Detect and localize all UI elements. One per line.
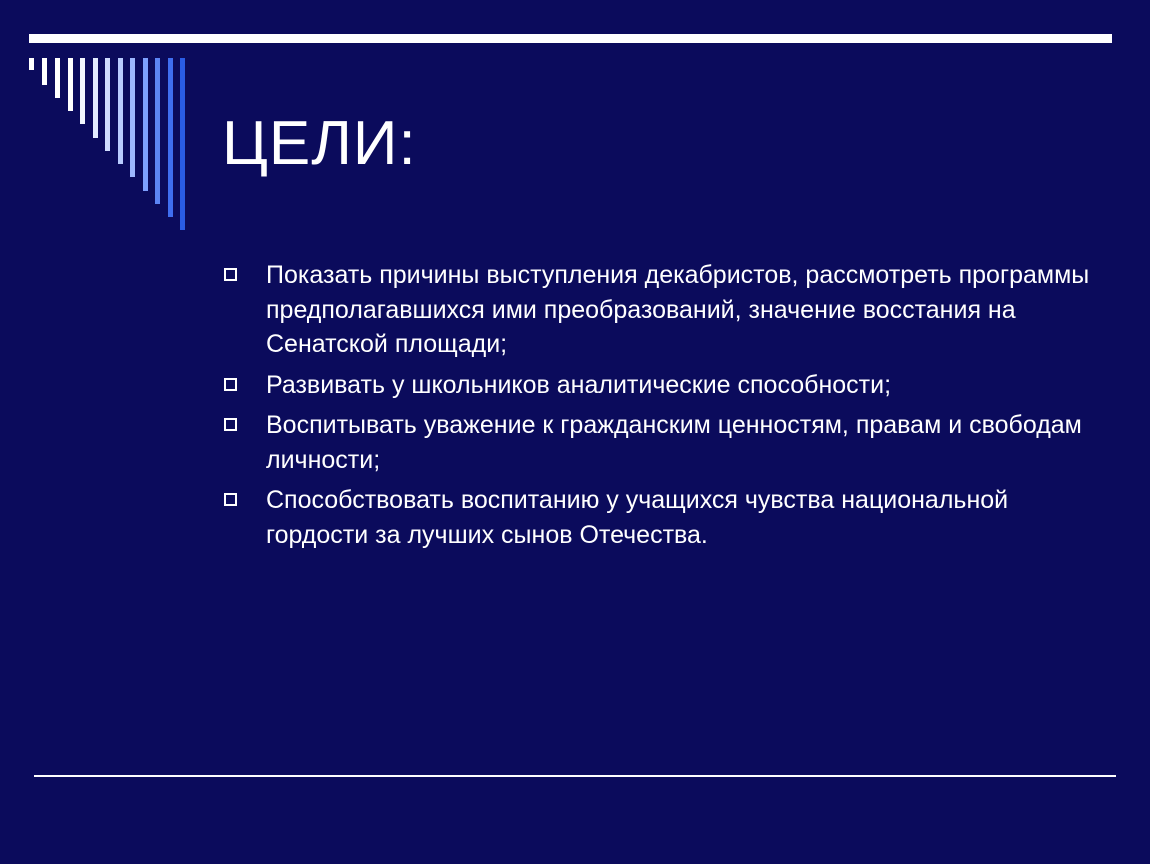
decor-stripe (155, 58, 160, 204)
bullet-text: Воспитывать уважение к гражданским ценностям, правам и свободам личности; (266, 411, 1082, 474)
decor-stripe (168, 58, 173, 217)
decor-stripe (93, 58, 98, 138)
square-bullet-icon (224, 378, 237, 391)
decor-stripe (55, 58, 60, 98)
decor-stripe (143, 58, 148, 191)
square-bullet-icon (224, 268, 237, 281)
bullet-text: Способствовать воспитанию у учащихся чувства национальной гордости за лучших сынов Отечества. (266, 486, 1009, 549)
bullet-text: Развивать у школьников аналитические способности; (266, 370, 892, 399)
decor-stripe (118, 58, 123, 164)
decor-stripe (180, 58, 185, 230)
bottom-rule (34, 775, 1116, 777)
decor-stripe (105, 58, 110, 151)
decor-stripe (80, 58, 85, 124)
square-bullet-icon (224, 418, 237, 431)
list-item (222, 408, 1102, 477)
decor-stripe (29, 58, 34, 70)
slide-title: ЦЕЛИ: (222, 109, 417, 178)
list-item (222, 483, 1102, 552)
top-rule (29, 34, 1112, 43)
bullet-text: Показать причины выступления декабристов, рассмотреть программы предполагавшихся ими преобразований, значение восстания на Сенатской площади; (266, 261, 1090, 358)
decor-stripe (130, 58, 135, 177)
square-bullet-icon (224, 493, 237, 506)
goals-list (222, 258, 1102, 558)
list-item (222, 368, 1102, 403)
decor-stripe (68, 58, 73, 111)
decor-stripe (42, 58, 47, 85)
list-item (222, 258, 1102, 362)
